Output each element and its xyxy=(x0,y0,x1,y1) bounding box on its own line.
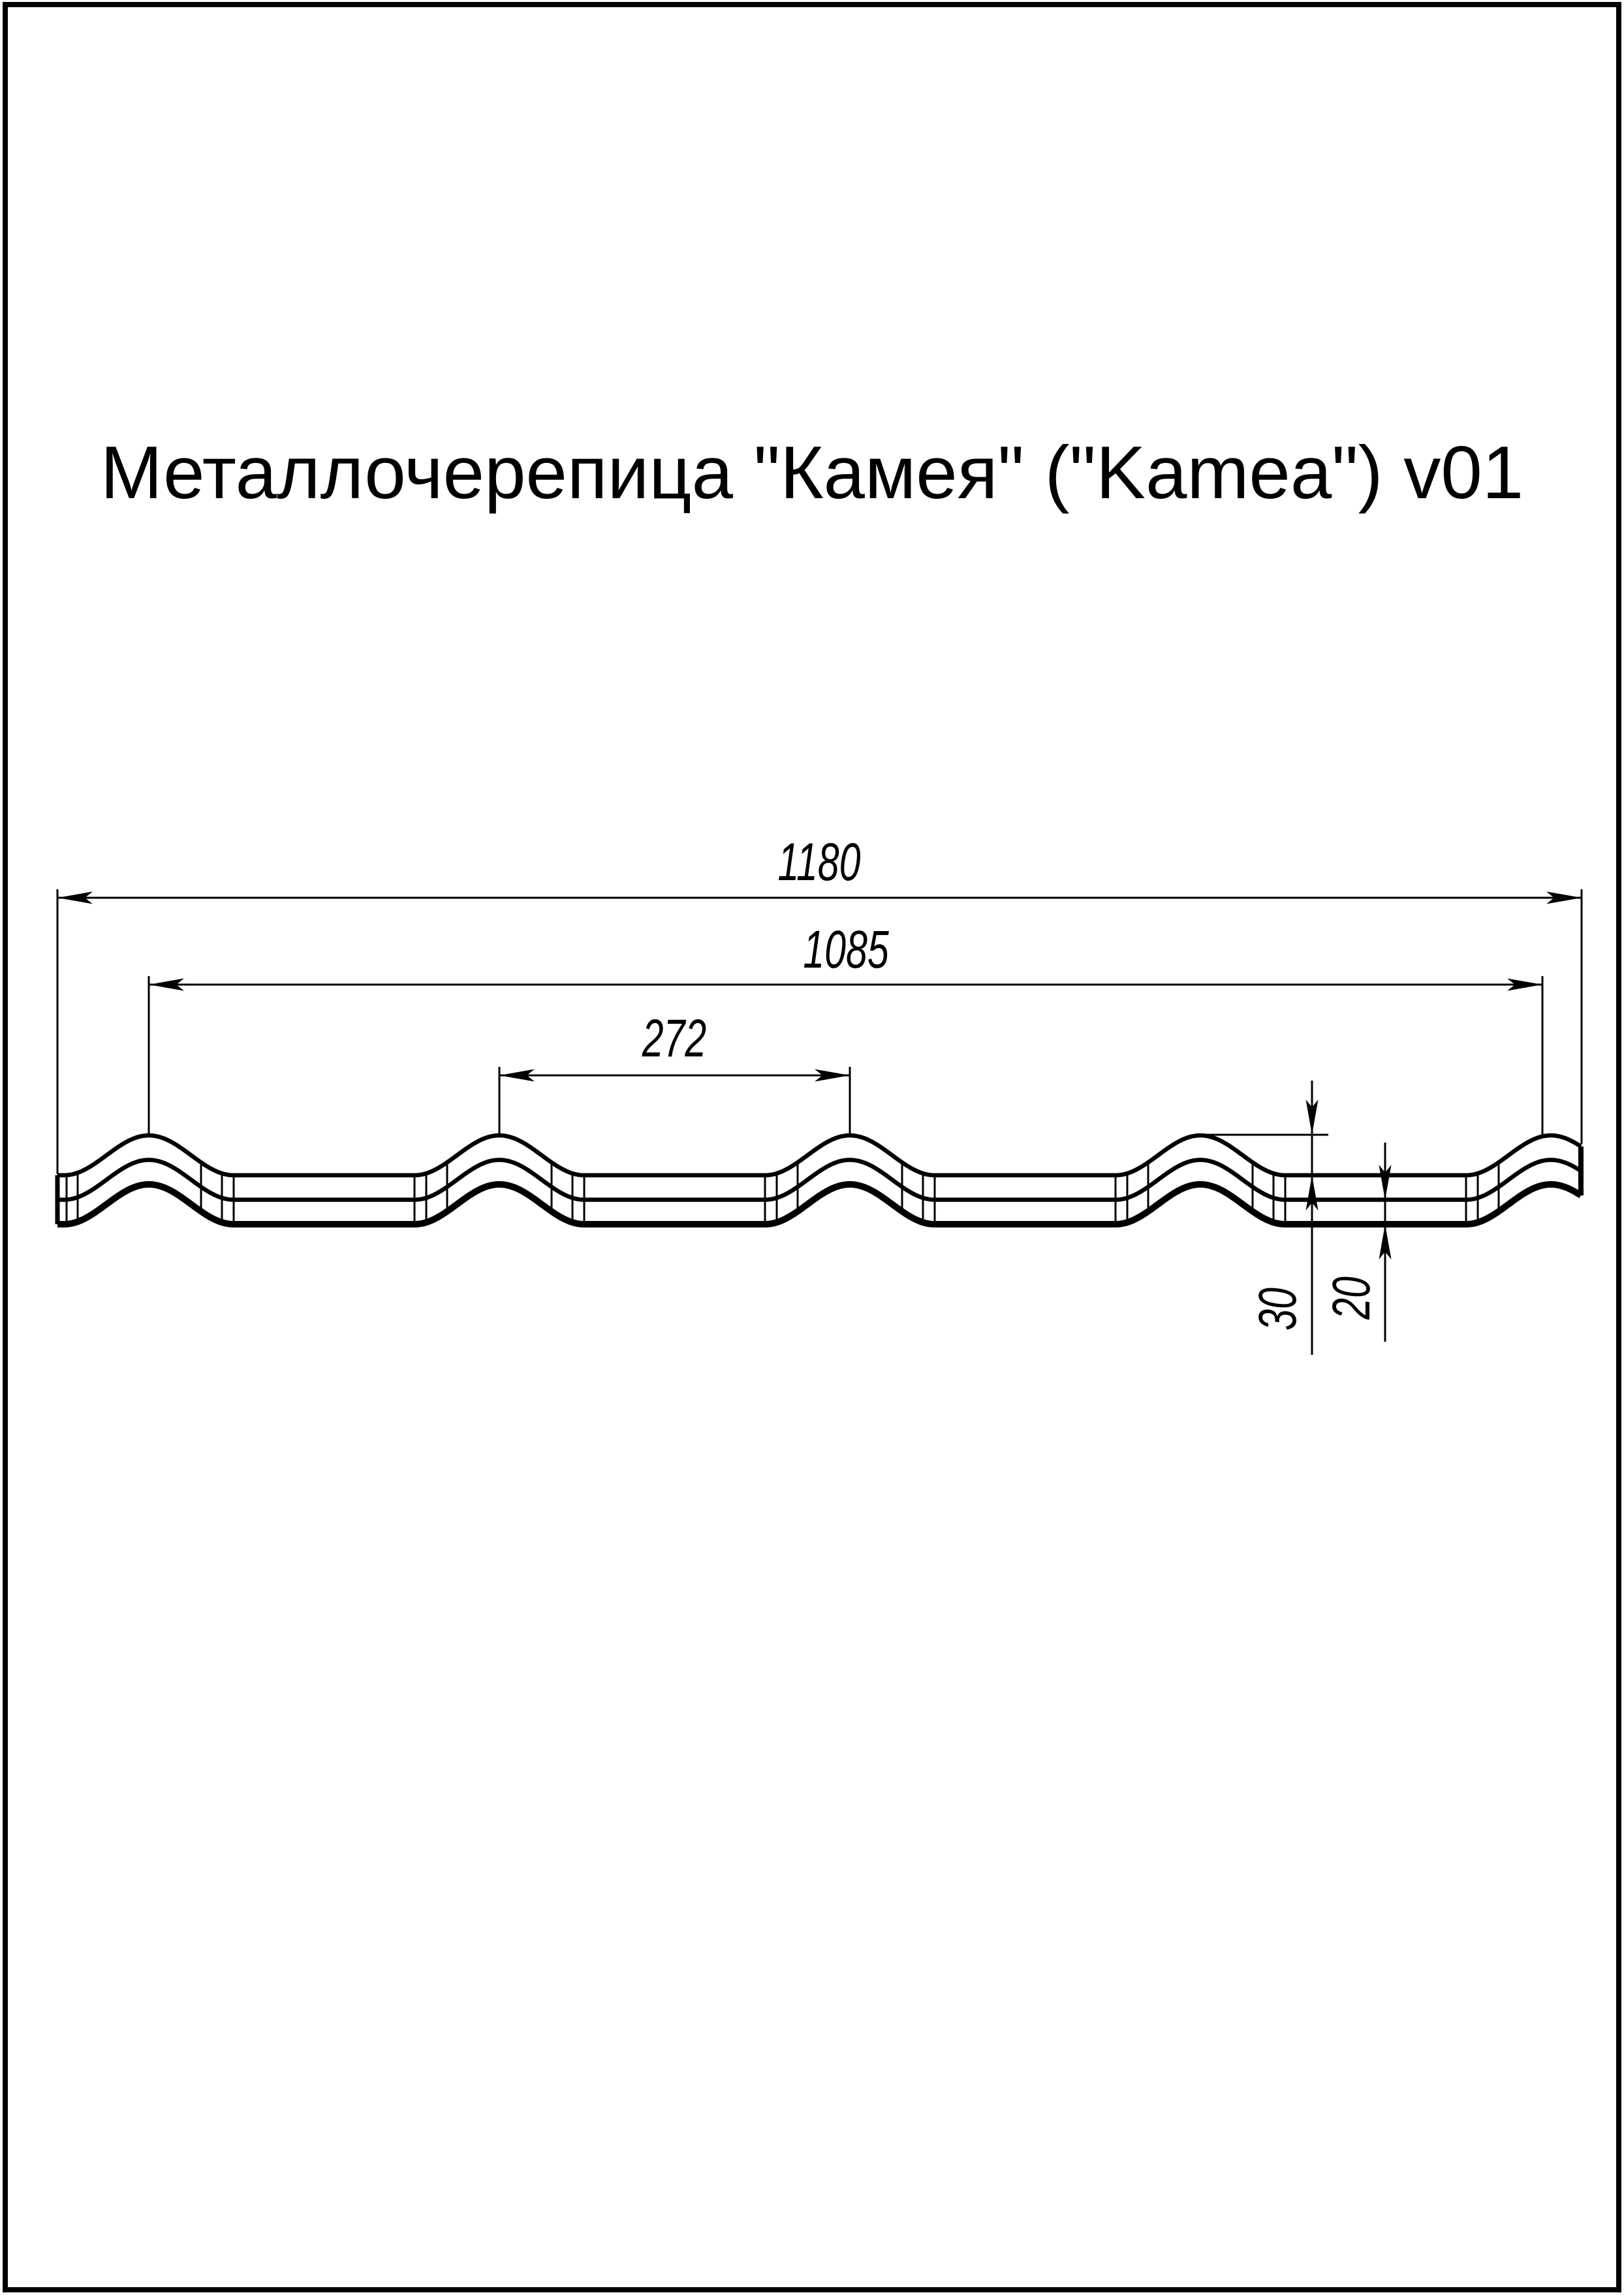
dim-label-cover-width: 1085 xyxy=(803,919,889,980)
dim-label-overall-width: 1180 xyxy=(777,832,861,893)
dim-label-step-height: 20 xyxy=(1321,1276,1382,1320)
dim-label-wave-height: 30 xyxy=(1247,1288,1308,1331)
dim-label-wave-pitch: 272 xyxy=(642,1008,707,1069)
tile-profile-outline xyxy=(57,1135,1581,1224)
drawing-title: Металлочерепица "Камея" ("Kamea") v01 xyxy=(100,432,1524,514)
